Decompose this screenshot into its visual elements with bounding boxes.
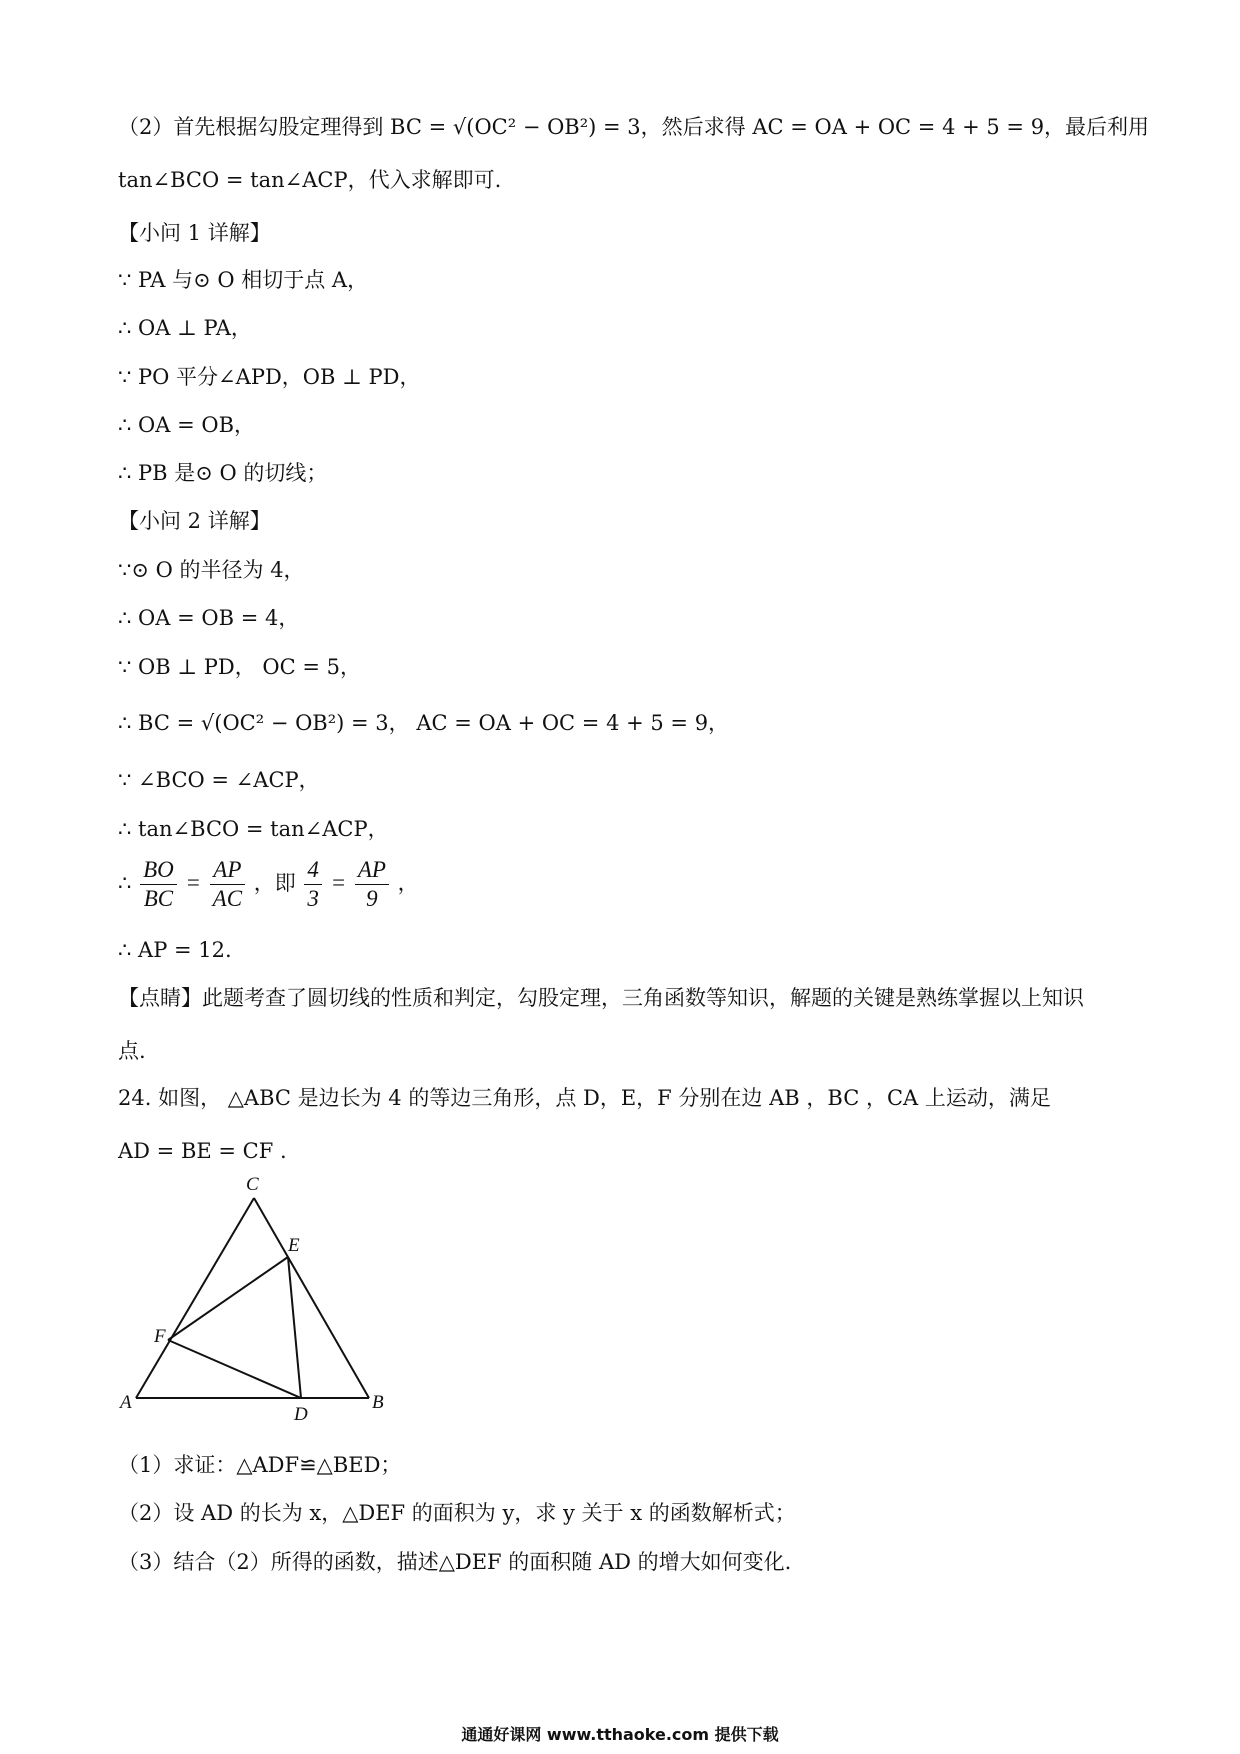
label-d: D [294, 1404, 308, 1425]
question-2: （2）设 AD 的长为 x，△DEF 的面积为 y，求 y 关于 x 的函数解析式； [118, 1501, 796, 1525]
page-footer: 通通好课网 www.tthaoke.com 提供下载 [461, 1725, 779, 1744]
hint-line-1: （2）首先根据勾股定理得到 BC = √(OC² − OB²) = 3，然后求得 AC = OA + OC = 4 + 5 = 9，最后利用 [118, 115, 1150, 139]
problem-statement-2: AD = BE = CF . [118, 1139, 287, 1163]
proof-line: ∵ OB ⊥ PD， OC = 5， [118, 655, 362, 679]
proof-line: ∴ BC = √(OC² − OB²) = 3， AC = OA + OC = 4 + 5 = 9， [118, 711, 730, 735]
question-1: （1）求证：△ADF≌△BED； [118, 1453, 402, 1477]
proof-line: ∵ PA 与⊙ O 相切于点 A， [118, 268, 369, 292]
fraction-line: ∴ $\frac{BO}{BC}$ = $\frac{AP}{AC}$ ，即 $\frac{4}{3}$ = $\frac{AP}{9}$ ， [118, 857, 419, 911]
hint-line-2: tan∠BCO = tan∠ACP，代入求解即可. [118, 168, 502, 192]
label-b: B [372, 1392, 384, 1413]
proof-line: ∵ PO 平分∠APD，OB ⊥ PD， [118, 365, 421, 389]
section-heading-2: 【小问 2 详解】 [118, 509, 271, 533]
segment-fe [168, 1257, 288, 1340]
triangle-figure [110, 1168, 410, 1430]
label-e: E [288, 1235, 300, 1256]
label-f: F [154, 1326, 166, 1347]
proof-line: ∴ AP = 12. [118, 938, 232, 962]
question-3: （3）结合（2）所得的函数，描述△DEF 的面积随 AD 的增大如何变化. [118, 1550, 792, 1574]
proof-line: ∴ OA ⊥ PA， [118, 316, 252, 340]
segment-df [168, 1340, 301, 1398]
fraction: $\frac{BO}{BC}$ [140, 856, 177, 913]
proof-line: ∵ ∠BCO = ∠ACP， [118, 768, 320, 792]
label-c: C [246, 1174, 259, 1195]
section-heading-1: 【小问 1 详解】 [118, 221, 271, 245]
proof-line: ∵⊙ O 的半径为 4， [118, 558, 305, 582]
proof-line: ∴ OA = OB = 4， [118, 606, 300, 630]
fraction: $\frac{AP}{9}$ [355, 856, 389, 913]
fraction: $\frac{4}{3}$ [304, 856, 322, 913]
proof-line: ∴ tan∠BCO = tan∠ACP， [118, 817, 389, 841]
proof-line: ∴ PB 是⊙ O 的切线； [118, 461, 328, 485]
problem-statement-1: 24. 如图， △ABC 是边长为 4 的等边三角形，点 D，E，F 分别在边 AB ，BC ，CA 上运动，满足 [118, 1086, 1051, 1110]
fraction: $\frac{AP}{AC}$ [210, 856, 245, 913]
note-line-1: 【点睛】此题考查了圆切线的性质和判定，勾股定理，三角函数等知识，解题的关键是熟练掌握以上知识 [118, 986, 1084, 1010]
label-a: A [120, 1392, 132, 1413]
side-ca [136, 1198, 254, 1398]
proof-line: ∴ OA = OB， [118, 413, 256, 437]
note-line-2: 点. [118, 1039, 146, 1063]
side-bc [254, 1198, 369, 1398]
